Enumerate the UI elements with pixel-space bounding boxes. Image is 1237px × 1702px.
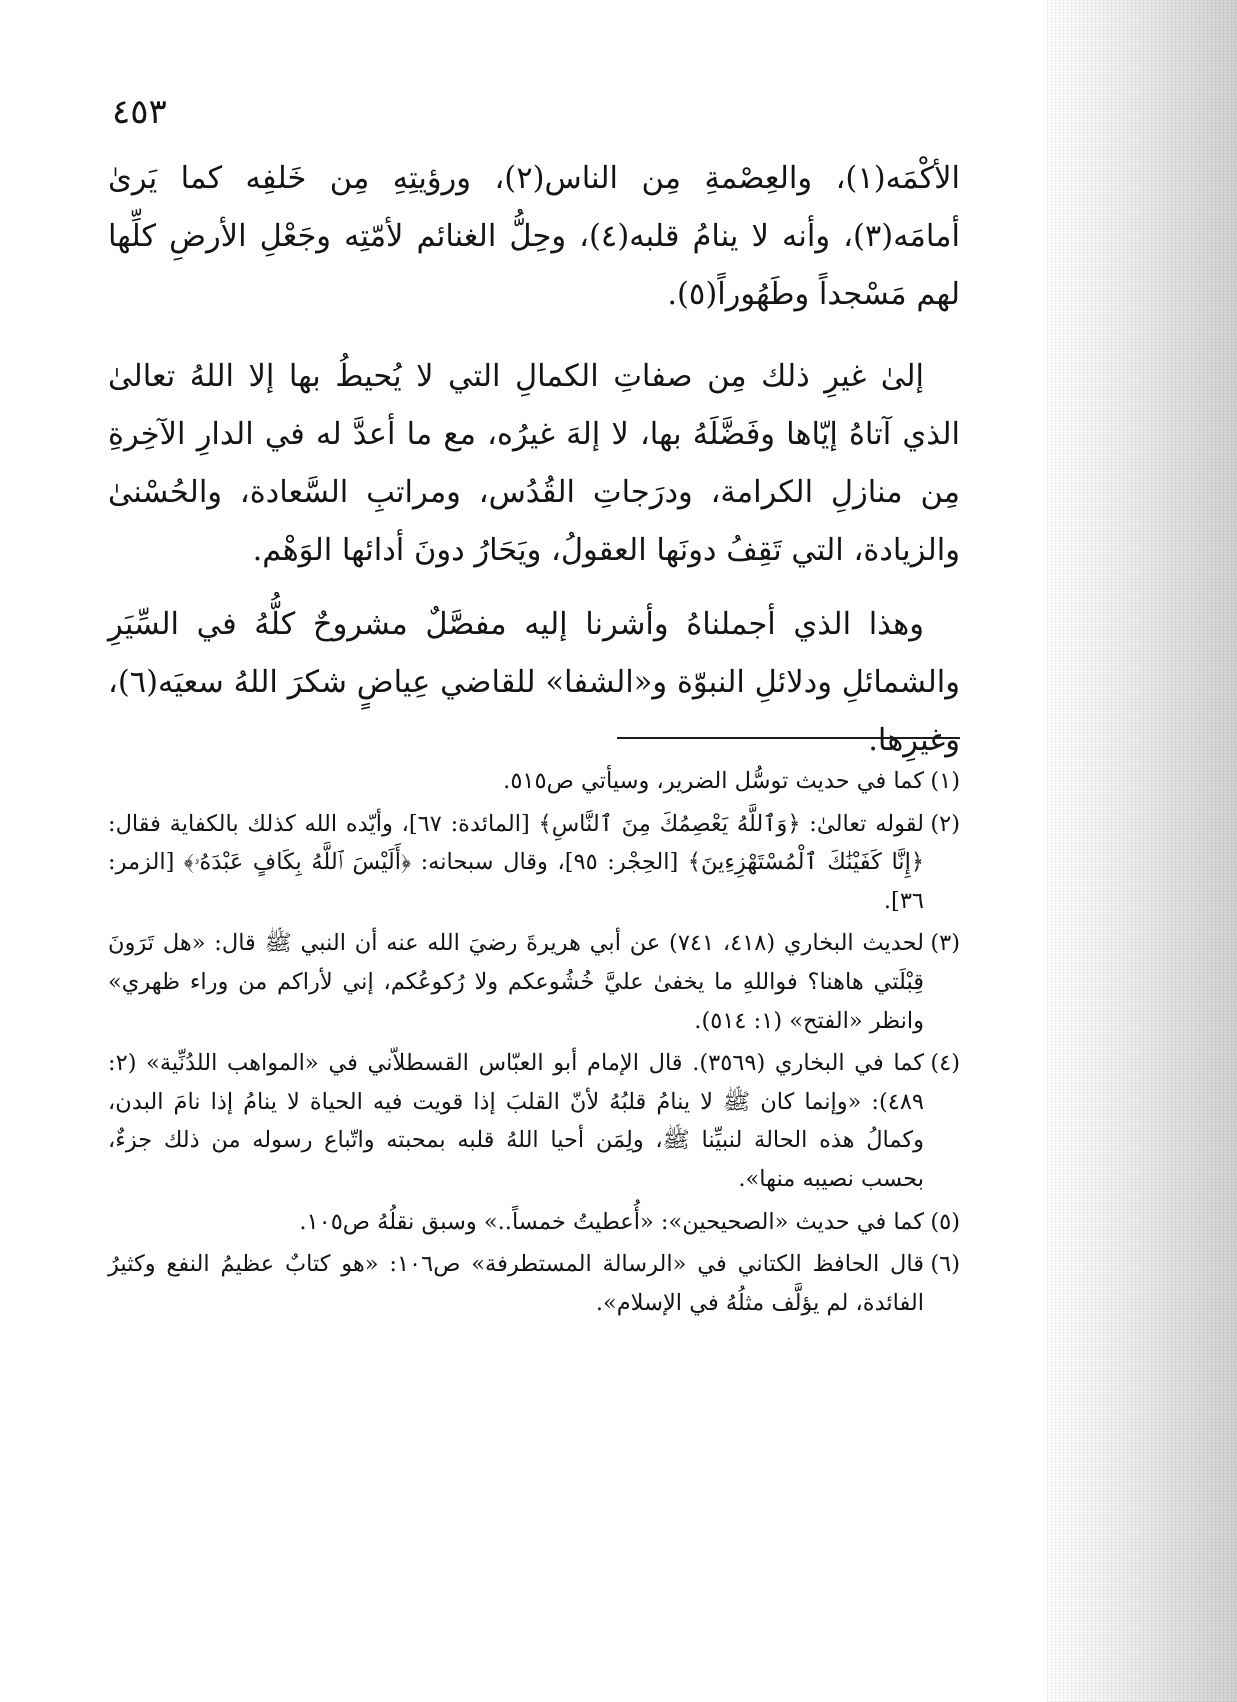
footnote-number: (٥) xyxy=(930,1208,960,1235)
body-paragraph-1: الأكْمَه(١)، والعِصْمةِ مِن الناس(٢)، ورؤيتِهِ مِن خَلفِه كما يَرىٰ أمامَه(٣)، وأنه لا ينامُ قلبه(٤)، وحِلُّ الغنائم لأمّتِه وجَعْلِ الأرضِ كلِّها لهم مَسْجداً وطَهُوراً(٥). xyxy=(108,161,961,312)
footnote-4 xyxy=(108,1044,960,1198)
footnotes-section xyxy=(108,762,960,1326)
footnote-number: (٤) xyxy=(930,1050,960,1077)
footnote-1 xyxy=(108,762,960,801)
body-paragraph-3: وهذا الذي أجملناهُ وأشرنا إليه مفصَّلٌ مشروحٌ كلُّهُ في السِّيَرِ والشمائلِ ودلائلِ النبوّة و«الشفا» للقاضي عِياضٍ شكرَ اللهُ سعيَه(٦)، وغيرِها. xyxy=(108,607,960,758)
footnote-2 xyxy=(108,805,960,921)
footnote-text: لقوله تعالىٰ: ﴿وَٱللَّهُ يَعْصِمُكَ مِنَ ٱلنَّاسِ﴾ [المائدة: ٦٧]، وأيّده الله كذلك بالكفاية فقال: ﴿إِنَّا كَفَيْنَٰكَ ٱلْمُسْتَهْزِءِينَ﴾ [الحِجْر: ٩٥]، وقال سبحانه: ﴿أَلَيْسَ ٱللَّهُ بِكَافٍ عَبْدَهُۥ﴾ [الزمر: ٣٦]. xyxy=(108,810,924,914)
footnote-number: (٢) xyxy=(930,810,960,837)
body-paragraph-2: إلىٰ غيرِ ذلك مِن صفاتِ الكمالِ التي لا يُحيطُ بها إلا اللهُ تعالىٰ الذي آتاهُ إيّاها وفَضَّلَهُ بها، لا إلهَ غيرُه، مع ما أعدَّ له في الدارِ الآخِرةِ مِن منازلِ الكرامة، ودرَجاتِ القُدُس، ومراتبِ السَّعادة، والحُسْنىٰ والزيادة، التي تَقِفُ دونَها العقولُ، ويَحَارُ دونَ أدائها الوَهْم. xyxy=(108,359,960,568)
footnote-5 xyxy=(108,1203,960,1242)
footnote-number: (٣) xyxy=(930,930,960,957)
page-number: ٤٥٣ xyxy=(112,92,167,132)
footnote-text: كما في حديث توسُّل الضرير، وسيأتي ص٥١٥. xyxy=(503,768,924,794)
footnote-text: لحديث البخاري (٤١٨، ٧٤١) عن أبي هريرةَ رضيَ الله عنه أن النبي ﷺ قال: «هل تَرَونَ قِبْلَتي هاهنا؟ فواللهِ ما يخفىٰ عليَّ خُشُوعكم ولا رُكوعُكم، إني لأراكم من وراء ظهري» وانظر «الفتح» (١: ٥١٤). xyxy=(108,930,924,1034)
footnote-6 xyxy=(108,1245,960,1322)
footnote-separator xyxy=(617,737,960,739)
footnote-3 xyxy=(108,924,960,1040)
footnote-text: قال الحافظ الكتاني في «الرسالة المستطرفة» ص١٠٦: «هو كتابٌ عظيمُ النفع وكثيرُ الفائدة، لم يؤلَّف مثلُهُ في الإسلام». xyxy=(108,1251,924,1316)
footnote-text: كما في البخاري (٣٥٦٩). قال الإمام أبو العبّاس القسطلاّني في «المواهب اللدُنِّية» (٢: ٤٨٩): «وإنما كان ﷺ لا ينامُ قلبُهُ لأنّ القلبَ إذا قويت فيه الحياة لا ينامُ إذا نامَ البدن، وكمالُ هذه الحالة لنبيِّنا ﷺ، ولِمَن أحيا اللهُ قلبه بمحبته واتّباع رسوله من ذلك جزءٌ، بحسب نصيبه منها». xyxy=(108,1050,924,1192)
footnote-number: (٦) xyxy=(930,1251,960,1278)
footnote-text: كما في حديث «الصحيحين»: «أُعطيتُ خمساً..» وسبق نقلُهُ ص١٠٥. xyxy=(299,1208,924,1235)
scan-shadow-edge xyxy=(1047,0,1237,1702)
footnote-number: (١) xyxy=(930,768,960,794)
